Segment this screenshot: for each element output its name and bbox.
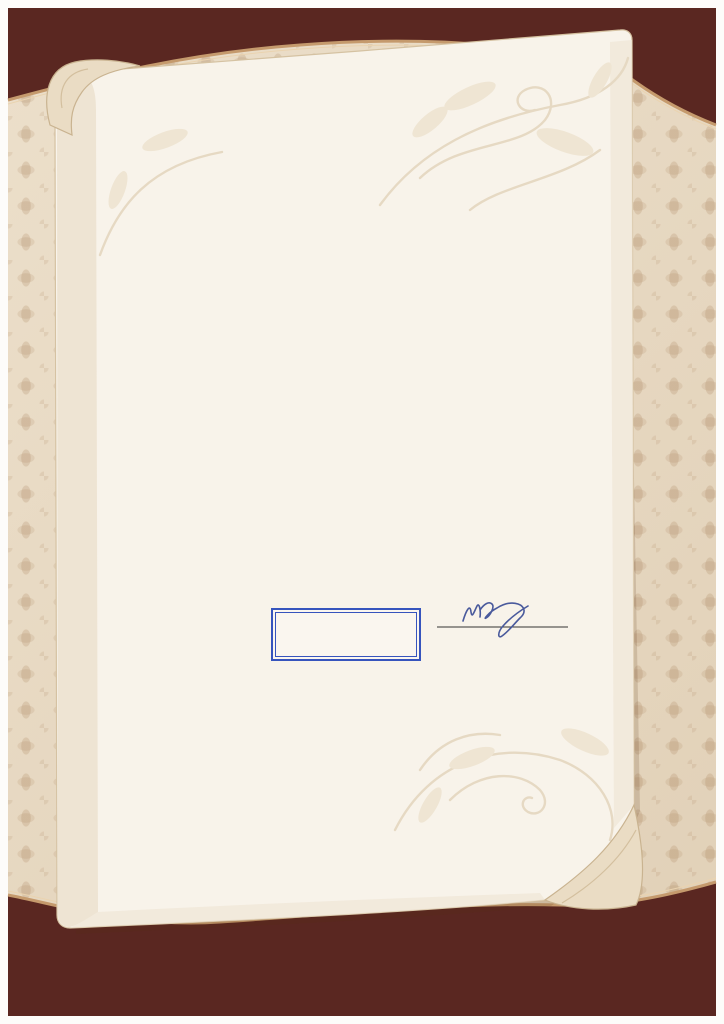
- library-stamp: [271, 608, 421, 661]
- library-stamp-inner: [275, 612, 417, 657]
- parchment-scroll: [55, 30, 640, 934]
